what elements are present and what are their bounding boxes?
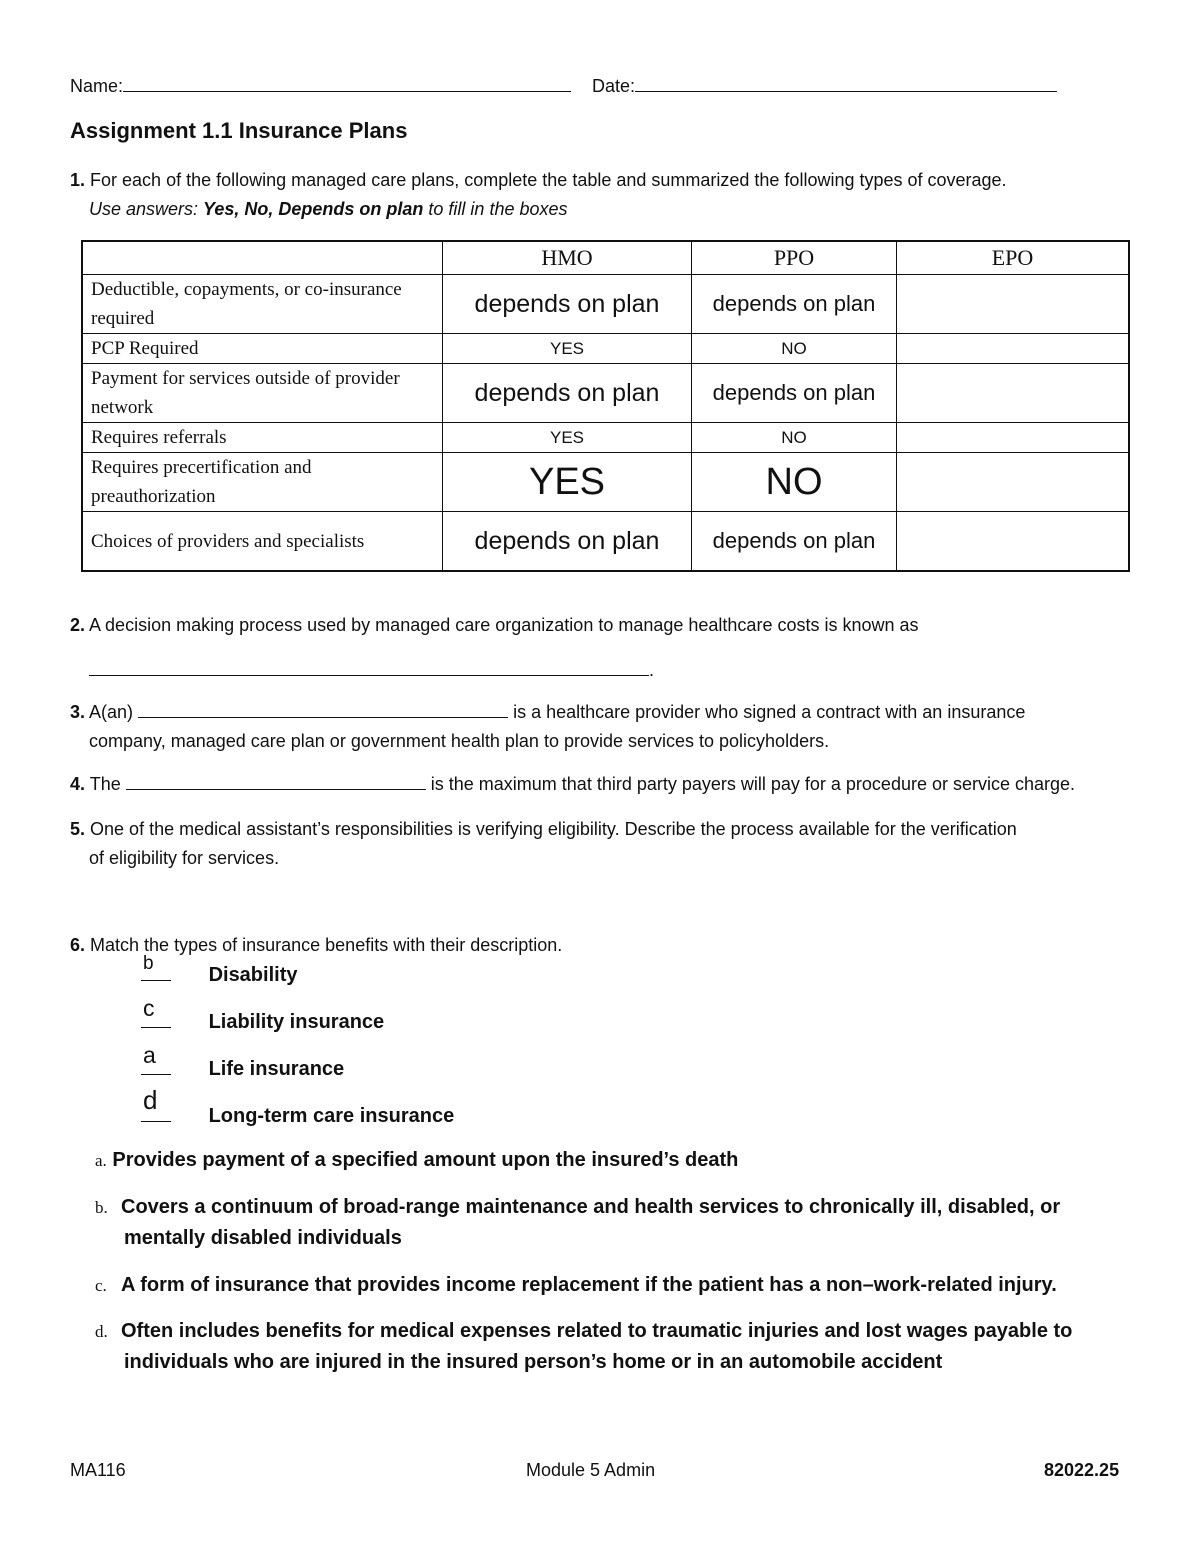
question-1-text: For each of the following managed care plans, complete the table and summarized the following types of coverage. [90,170,1007,190]
epo-cell[interactable] [897,423,1130,453]
row-label: Payment for services outside of provider network [82,364,443,423]
question-3-number: 3. [70,702,86,722]
question-3-text-1: is a healthcare provider who signed a contract with an insurance [513,702,1026,722]
question-2-blank[interactable] [89,675,649,676]
epo-cell[interactable] [897,275,1130,334]
question-3 [70,698,1025,727]
footer-left: MA116 [70,1460,126,1480]
question-1-instructions [89,195,568,224]
hmo-cell[interactable]: depends on plan [443,364,692,423]
instr-bold: Yes, No, Depends on plan [203,199,424,219]
question-2-end: . [649,660,655,680]
page-title: Assignment 1.1 Insurance Plans [70,118,408,143]
description-text: Often includes benefits for medical expenses related to traumatic injuries and lost wages payable to [121,1320,1073,1342]
instr-prefix: Use answers: [89,199,204,219]
description-d-line-2: individuals who are injured in the insured person’s home or in an automobile accident [124,1351,943,1373]
header-ppo: PPO [692,241,897,275]
ppo-cell[interactable]: NO [692,423,897,453]
question-6-number: 6. [70,935,86,955]
row-label: Choices of providers and specialists [82,512,443,572]
ppo-cell[interactable]: depends on plan [692,275,897,334]
epo-cell[interactable] [897,453,1130,512]
question-5-text-2: of eligibility for services. [89,848,280,868]
description-a [95,1145,738,1176]
match-term: Liability insurance [208,1011,385,1033]
description-c [95,1270,1057,1301]
description-letter: b. [95,1198,108,1217]
match-term: Long-term care insurance [208,1105,455,1127]
match-answer-blank[interactable] [141,995,203,1028]
hmo-cell[interactable]: YES [443,334,692,364]
description-d [95,1316,1072,1347]
match-answer[interactable]: d [143,1085,158,1115]
footer-right: 82022.25 [1044,1460,1120,1480]
table-row [82,275,1129,334]
hmo-cell[interactable]: depends on plan [443,512,692,572]
coverage-table [81,240,1130,572]
match-row [141,995,385,1034]
question-4 [70,770,1075,799]
question-5-number: 5. [70,819,86,839]
table-row [82,512,1129,572]
date-field[interactable] [592,72,1057,101]
question-5 [70,815,1017,844]
ppo-cell[interactable]: NO [692,453,897,512]
question-5-text-1: One of the medical assistant’s responsibilities is verifying eligibility. Describe the process available for the verification [90,819,1017,839]
question-4-number: 4. [70,774,86,794]
description-text: Provides payment of a specified amount upon the insured’s death [112,1149,739,1171]
question-4-prefix: The [89,774,121,794]
match-answer-blank[interactable] [141,953,203,981]
question-6-text: Match the types of insurance benefits with their description. [90,935,563,955]
description-letter: d. [95,1322,108,1341]
ppo-cell[interactable]: depends on plan [692,512,897,572]
hmo-cell[interactable]: YES [443,453,692,512]
header-empty [82,241,443,275]
question-2-answer-line[interactable] [89,656,654,685]
row-label: Requires referrals [82,423,443,453]
question-4-text: is the maximum that third party payers will pay for a procedure or service charge. [430,774,1076,794]
description-b [95,1192,1060,1223]
match-answer-blank[interactable] [141,1042,203,1075]
ppo-cell[interactable]: NO [692,334,897,364]
name-blank[interactable] [123,91,571,92]
epo-cell[interactable] [897,334,1130,364]
description-letter: a. [95,1151,107,1170]
question-3-text-2: company, managed care plan or government health plan to provide services to policyholders. [89,731,830,751]
match-term: Life insurance [208,1058,345,1080]
question-2 [70,611,919,640]
match-row [141,953,298,987]
epo-cell[interactable] [897,512,1130,572]
match-answer[interactable]: c [143,995,155,1021]
question-1-number: 1. [70,170,86,190]
header-hmo: HMO [443,241,692,275]
question-4-blank[interactable] [126,789,426,790]
match-answer[interactable]: a [143,1042,156,1068]
row-label: Requires precertification and preauthorization [82,453,443,512]
table-header-row [82,241,1129,275]
match-row [141,1042,345,1081]
name-label: Name: [70,76,124,96]
description-b-line-2: mentally disabled individuals [124,1227,402,1249]
epo-cell[interactable] [897,364,1130,423]
question-2-number: 2. [70,615,86,635]
description-text: Covers a continuum of broad-range maintenance and health services to chronically ill, disabled, or [121,1196,1061,1218]
match-row [141,1085,455,1128]
row-label: PCP Required [82,334,443,364]
row-label: Deductible, copayments, or co-insurance required [82,275,443,334]
table-row [82,364,1129,423]
hmo-cell[interactable]: depends on plan [443,275,692,334]
match-term: Disability [208,964,298,986]
date-label: Date: [592,76,636,96]
table-row [82,423,1129,453]
footer-center: Module 5 Admin [526,1460,656,1480]
match-answer[interactable]: b [143,953,154,974]
table-row [82,334,1129,364]
instr-suffix: to fill in the boxes [423,199,568,219]
match-answer-blank[interactable] [141,1085,203,1122]
table-row [82,453,1129,512]
description-text: A form of insurance that provides income replacement if the patient has a non–work-related injury. [121,1274,1057,1296]
question-2-text: A decision making process used by managed care organization to manage healthcare costs is known as [89,615,919,635]
hmo-cell[interactable]: YES [443,423,692,453]
description-letter: c. [95,1276,107,1295]
question-3-blank[interactable] [138,717,508,718]
date-blank[interactable] [635,91,1057,92]
name-field[interactable] [70,72,571,101]
ppo-cell[interactable]: depends on plan [692,364,897,423]
question-3-prefix: A(an) [89,702,134,722]
question-1 [70,166,1007,195]
header-epo: EPO [897,241,1130,275]
